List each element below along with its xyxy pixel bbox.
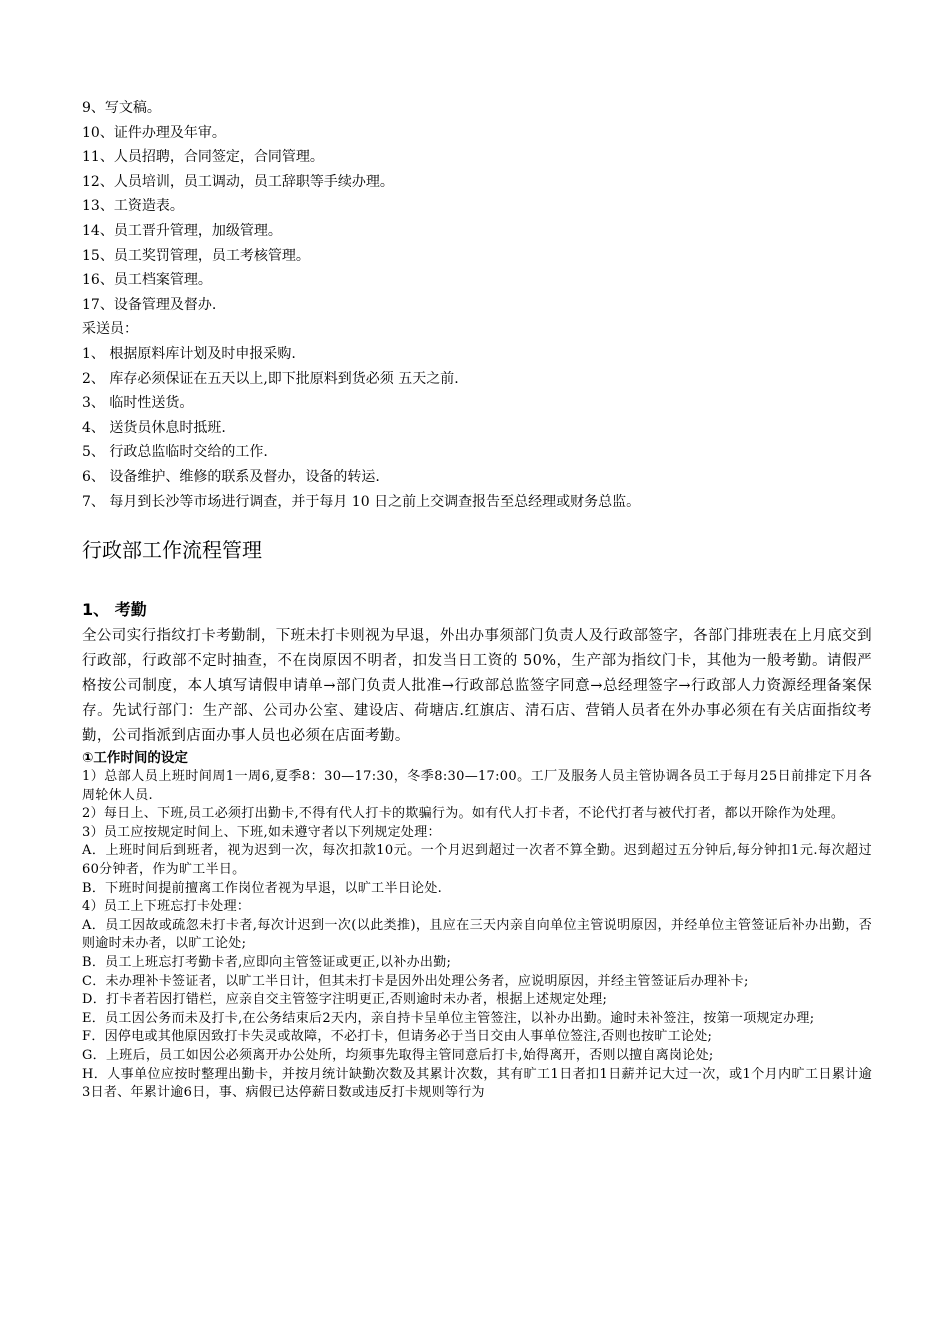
rule-item: 1）总部人员上班时间周1一周6,夏季8：30—17:30，冬季8:30—17:00。工厂及服务人员主管协调各员工于每月25日前排定下月各周轮休人员. bbox=[82, 769, 872, 803]
rule-item: 4）员工上下班忘打卡处理： bbox=[82, 899, 251, 915]
list-item: 17、设备管理及督办. bbox=[82, 296, 217, 313]
list-item: 3、 临时性送货。 bbox=[82, 395, 194, 412]
list-item: 13、工资造表。 bbox=[82, 198, 184, 215]
list-item: 15、员工奖罚管理，员工考核管理。 bbox=[82, 247, 310, 264]
admin-duty-list bbox=[82, 96, 872, 514]
attendance-intro: 全公司实行指纹打卡考勤制，下班未打卡则视为早退，外出办事须部门负责人及行政部签字，各部门排班表在上月底交到行政部，行政部不定时抽查，不在岗原因不明者，扣发当日工资的 50%，生产部为指纹门卡，其他为一般考勤。请假严格按公司制度，本人填写请假申请单→部门负责人批准→行政部总监签字同意→总经理签字→行政部人力资源经理备案保存。先试行部门：生产部、公司办公室、建设店、荷塘店.红旗店、清石店、营销人员者在外办事必须在有关店面指纹考勤，公司指派到店面办事人员也必须在店面考勤。 bbox=[82, 628, 872, 745]
rule-item: G．上班后，员工如因公必须离开办公处所，均须事先取得主管同意后打卡,始得离开，否则以擅自离岗论处; bbox=[82, 1048, 714, 1063]
rule-item: B．下班时间提前擅离工作岗位者视为早退，以旷工半日论处. bbox=[82, 880, 443, 896]
rule-item: A．上班时间后到班者，视为迟到一次，每次扣款10元。一个月迟到超过一次者不算全勤。迟到超过五分钟后,每分钟扣1元.每次超过60分钟者，作为旷工半日。 bbox=[82, 843, 872, 878]
attendance-heading: 1、 考勤 bbox=[82, 600, 147, 620]
list-item: 2、 库存必须保证在五天以上,即下批原料到货必须 五天之前. bbox=[82, 370, 459, 387]
list-item: 14、员工晋升管理，加级管理。 bbox=[82, 222, 282, 239]
purchaser-title: 采送员： bbox=[82, 321, 138, 338]
list-item: 1、 根据原料库计划及时申报采购. bbox=[82, 345, 296, 362]
list-item: 16、员工档案管理。 bbox=[82, 272, 212, 289]
rule-item: 2）每日上、下班,员工必须打出勤卡,不得有代人打卡的欺骗行为。如有代人打卡者，不论代打者与被代打者，都以开除作为处理。 bbox=[82, 806, 845, 822]
section-title: 行政部工作流程管理 bbox=[82, 538, 262, 563]
rule-item: B．员工上班忘打考勤卡者,应即向主管签证或更正,以补办出勤; bbox=[82, 955, 452, 971]
work-time-heading: ①工作时间的设定 bbox=[82, 750, 188, 767]
list-item: 12、人员培训，员工调动，员工辞职等手续办理。 bbox=[82, 173, 394, 190]
rule-item: F．因停电或其他原因致打卡失灵或故障，不必打卡，但请务必于当日交由人事单位签注,否则也按旷工论处; bbox=[82, 1029, 713, 1045]
rule-item: A．员工因故或疏忽未打卡者,每次计迟到一次(以此类推)，且应在三天内亲自向单位主管说明原因，并经单位主管签证后补办出勤，否则逾时未办者，以旷工论处; bbox=[82, 917, 872, 952]
rule-item: E．员工因公务而未及打卡,在公务结束后2天内，亲自持卡呈单位主管签注，以补办出勤。逾时未补签注，按第一项规定办理; bbox=[82, 1010, 815, 1026]
list-item: 5、 行政总监临时交给的工作. bbox=[82, 444, 268, 461]
document-page bbox=[82, 96, 872, 1103]
list-item: 11、人员招聘，合同签定，合同管理。 bbox=[82, 149, 324, 166]
rule-item: C．未办理补卡签证者，以旷工半日计，但其未打卡是因外出处理公务者，应说明原因，并经主管签证后办理补卡; bbox=[82, 973, 749, 989]
list-item: 7、 每月到长沙等市场进行调查，并于每月 10 日之前上交调查报告至总经理或财务总监。 bbox=[82, 493, 641, 510]
rule-item: 3）员工应按规定时间上、下班,如未遵守者以下列规定处理： bbox=[82, 824, 441, 840]
list-item: 10、证件办理及年审。 bbox=[82, 124, 226, 141]
rule-item: D．打卡者若因打错栏，应亲自交主管签字注明更正,否则逾时未办者，根据上述规定处理; bbox=[82, 992, 608, 1008]
list-item: 9、写文稿。 bbox=[82, 100, 161, 116]
list-item: 4、 送货员休息时抵班. bbox=[82, 419, 226, 436]
attendance-rules bbox=[82, 768, 872, 1103]
rule-item: H．人事单位应按时整理出勤卡，并按月统计缺勤次数及其累计次数，其有旷工1日者扣1日薪并记大过一次，或1个月内旷工日累计逾3日者、年累计逾6日，事、病假已达停薪日数或违反打卡规则等行为 bbox=[82, 1066, 872, 1101]
list-item: 6、 设备维护、维修的联系及督办，设备的转运. bbox=[82, 468, 380, 485]
